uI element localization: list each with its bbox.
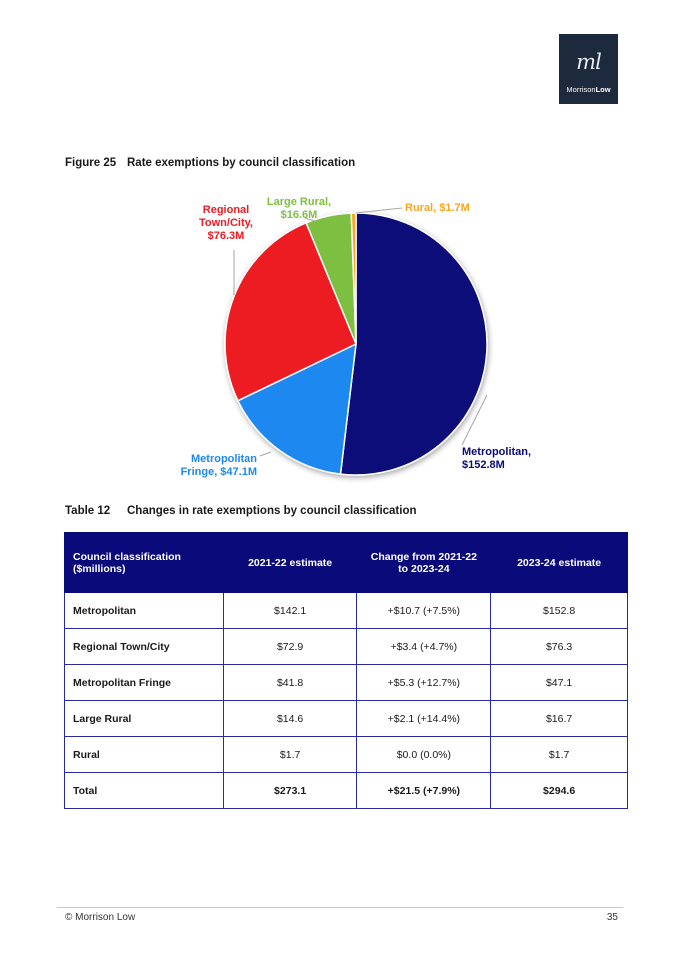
logo-wordmark: MorrisonLow: [566, 85, 611, 94]
figure-title: Rate exemptions by council classification: [127, 157, 356, 169]
table-row: [65, 665, 628, 701]
pie-slice-label: Rural, $1.7M: [405, 202, 470, 214]
cell-change: +$10.7 (+7.5%): [357, 593, 491, 629]
cell-2023-24: $16.7: [491, 701, 628, 737]
figure-number: Figure 25: [65, 157, 117, 169]
cell-2021-22: $273.1: [223, 773, 357, 809]
pie-slice-label: Metropolitan, $152.8M: [462, 446, 532, 471]
cell-change: +$3.4 (+4.7%): [357, 629, 491, 665]
header-2021-22: 2021-22 estimate: [223, 533, 357, 593]
logo-mark: ml: [576, 50, 601, 74]
cell-classification: Metropolitan: [65, 593, 224, 629]
table-title: Changes in rate exemptions by council classification: [127, 505, 417, 517]
table-row: [65, 593, 628, 629]
footer-divider: [57, 907, 623, 908]
footer-copyright: © Morrison Low: [65, 912, 136, 923]
cell-2021-22: $41.8: [223, 665, 357, 701]
header-change: Change from 2021-22 to 2023-24: [357, 533, 491, 593]
pie-leader-line: [260, 452, 271, 456]
pie-slices: [225, 213, 487, 475]
rate-exemptions-table: [64, 532, 628, 809]
cell-2023-24: $76.3: [491, 629, 628, 665]
cell-classification: Large Rural: [65, 701, 224, 737]
table-number: Table 12: [65, 505, 111, 517]
cell-change: +$21.5 (+7.9%): [357, 773, 491, 809]
cell-classification: Total: [65, 773, 224, 809]
cell-2023-24: $294.6: [491, 773, 628, 809]
header-2023-24: 2023-24 estimate: [491, 533, 628, 593]
pie-slice-label: Regional Town/City, $76.3M: [199, 204, 253, 242]
cell-change: $0.0 (0.0%): [357, 737, 491, 773]
cell-2021-22: $14.6: [223, 701, 357, 737]
cell-2021-22: $142.1: [223, 593, 357, 629]
cell-2021-22: $1.7: [223, 737, 357, 773]
cell-classification: Regional Town/City: [65, 629, 224, 665]
cell-classification: Metropolitan Fringe: [65, 665, 224, 701]
cell-2023-24: $152.8: [491, 593, 628, 629]
pie-leader-line: [356, 208, 402, 213]
cell-2021-22: $72.9: [223, 629, 357, 665]
table-header-row: [65, 533, 628, 593]
cell-classification: Rural: [65, 737, 224, 773]
table-row: [65, 737, 628, 773]
cell-2023-24: $1.7: [491, 737, 628, 773]
pie-slice: [341, 213, 487, 475]
cell-change: +$5.3 (+12.7%): [357, 665, 491, 701]
cell-2023-24: $47.1: [491, 665, 628, 701]
table-caption: [65, 505, 417, 517]
pie-slice-label: Metropolitan Fringe, $47.1M: [180, 453, 257, 478]
table-row: [65, 629, 628, 665]
page-number: 35: [606, 912, 618, 923]
header-classification: Council classification ($millions): [65, 533, 224, 593]
table-total-row: [65, 773, 628, 809]
cell-change: +$2.1 (+14.4%): [357, 701, 491, 737]
table-row: [65, 701, 628, 737]
pie-slice-label: Large Rural, $16.6M: [266, 196, 332, 221]
